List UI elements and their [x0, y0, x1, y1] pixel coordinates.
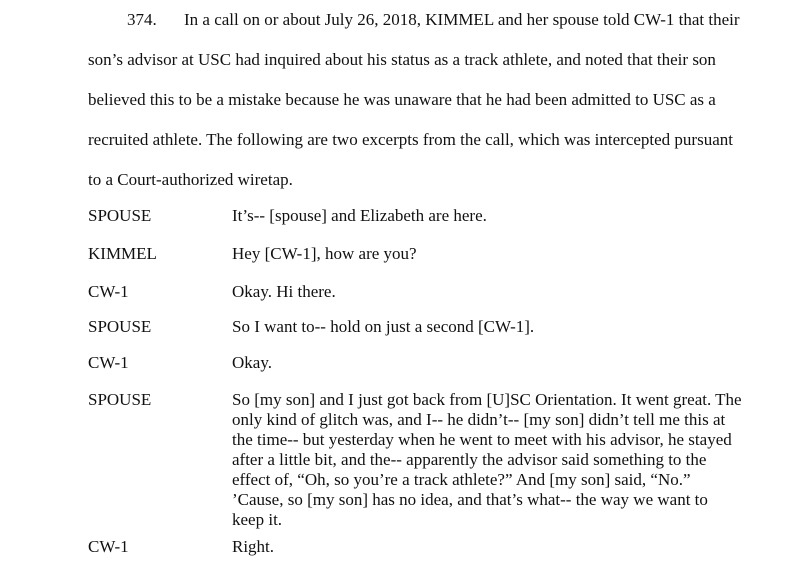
speech-line: effect of, “Oh, so you’re a track athlete?” And [my son] said, “No.” — [232, 470, 691, 489]
speech-text — [232, 537, 732, 557]
speech-line: ’Cause, so [my son] has no idea, and that’s what-- the way we want to — [232, 490, 708, 509]
speech-line: So I want to-- hold on just a second [CW-1]. — [232, 317, 535, 336]
speech-text — [232, 390, 742, 530]
speaker-label: CW-1 — [88, 353, 129, 372]
paragraph-number: 374. — [127, 10, 157, 29]
speaker-label: SPOUSE — [88, 317, 152, 336]
speaker-label: SPOUSE — [88, 390, 152, 409]
speaker-label: KIMMEL — [88, 244, 157, 263]
paragraph-line: recruited athlete. The following are two excerpts from the call, which was intercepted pursuant — [88, 130, 733, 149]
speech-line: Hey [CW-1], how are you? — [232, 244, 417, 263]
speech-line: the time-- but yesterday when he went to meet with his advisor, he stayed — [232, 430, 732, 449]
speech-line: Okay. Hi there. — [232, 282, 336, 301]
speech-text — [232, 244, 732, 264]
speaker-label: SPOUSE — [88, 206, 152, 225]
speech-text — [232, 353, 732, 373]
speech-line: So [my son] and I just got back from [U]SC Orientation. It went great. The — [232, 390, 742, 409]
speaker-label: CW-1 — [88, 282, 129, 301]
paragraph-line: In a call on or about July 26, 2018, KIMMEL and her spouse told CW-1 that their — [184, 10, 740, 29]
speech-line: only kind of glitch was, and I-- he didn’t-- [my son] didn’t tell me this at — [232, 410, 726, 429]
paragraph-line: son’s advisor at USC had inquired about his status as a track athlete, and noted that their son — [88, 50, 716, 69]
speech-line: Okay. — [232, 353, 272, 372]
speech-line: It’s-- [spouse] and Elizabeth are here. — [232, 206, 487, 225]
paragraph-line: believed this to be a mistake because he was unaware that he had been admitted to USC as a — [88, 90, 716, 109]
speech-line: keep it. — [232, 510, 283, 529]
paragraph-line: to a Court-authorized wiretap. — [88, 170, 293, 189]
speech-line: after a little bit, and the-- apparently the advisor said something to the — [232, 450, 707, 469]
speech-line: Right. — [232, 537, 275, 556]
speech-text — [232, 282, 732, 302]
speaker-label: CW-1 — [88, 537, 129, 556]
speech-text — [232, 317, 732, 337]
speech-text — [232, 206, 732, 226]
